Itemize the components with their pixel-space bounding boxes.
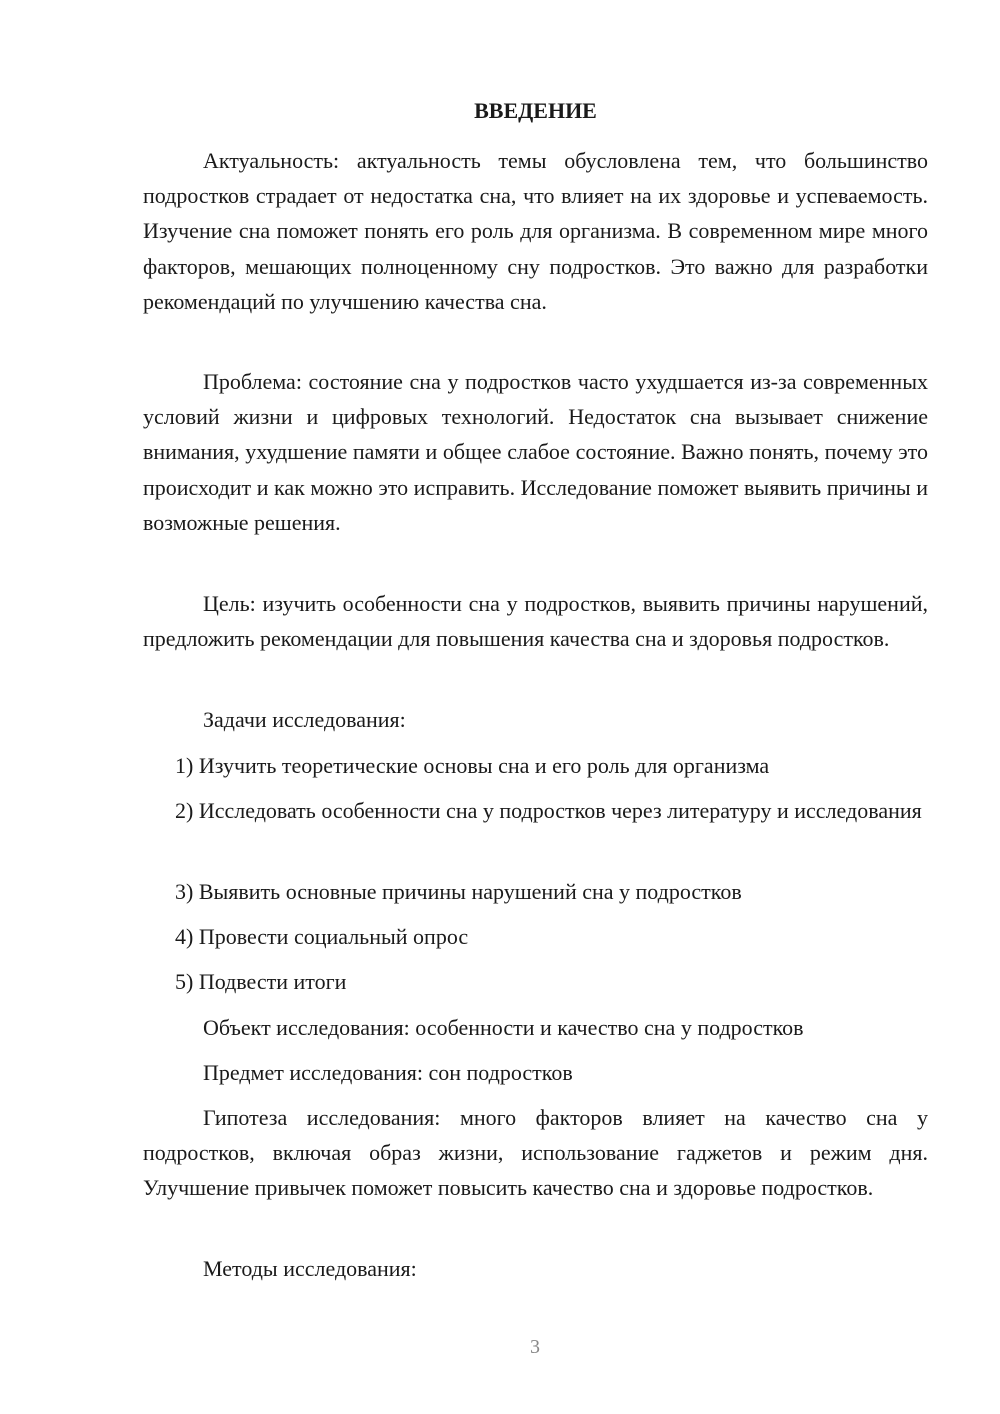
task-item-2: 2) Исследовать особенности сна у подростков через литературу и исследования — [175, 798, 922, 823]
task-item-5: 5) Подвести итоги — [175, 969, 347, 994]
task-item-4: 4) Провести социальный опрос — [175, 924, 469, 949]
methods-heading: Методы исследования: — [203, 1256, 417, 1281]
paragraph-object: Объект исследования: особенности и качество сна у подростков — [203, 1015, 804, 1040]
paragraph-relevance: Актуальность: актуальность темы обусловлена тем, что большинство подростков страдает от недостатка сна, что влияет на их здоровье и успеваемость. Изучение сна поможет понять его роль для организма. В современном мире много факторов, мешающих полноценному сну подростков. Это важно для разработки рекомендаций по улучшению качества сна. — [143, 148, 928, 314]
task-item-1: 1) Изучить теоретические основы сна и его роль для организма — [175, 753, 770, 778]
task-item-3: 3) Выявить основные причины нарушений сна у подростков — [175, 879, 742, 904]
paragraph-hypothesis: Гипотеза исследования: много факторов влияет на качество сна у подростков, включая образ жизни, использование гаджетов и режим дня. Улучшение привычек поможет повысить качество сна и здоровье подростков. — [143, 1105, 928, 1201]
tasks-heading: Задачи исследования: — [203, 707, 406, 732]
paragraph-subject: Предмет исследования: сон подростков — [203, 1060, 573, 1085]
page-number: 3 — [530, 1336, 540, 1358]
section-title: ВВЕДЕНИЕ — [474, 98, 597, 123]
paragraph-goal: Цель: изучить особенности сна у подростков, выявить причины нарушений, предложить рекомендации для повышения качества сна и здоровья подростков. — [143, 591, 928, 652]
paragraph-problem: Проблема: состояние сна у подростков часто ухудшается из-за современных условий жизни и цифровых технологий. Недостаток сна вызывает снижение внимания, ухудшение памяти и общее слабое состояние. Важно понять, почему это происходит и как можно это исправить. Исследование поможет выявить причины и возможные решения. — [143, 369, 928, 535]
